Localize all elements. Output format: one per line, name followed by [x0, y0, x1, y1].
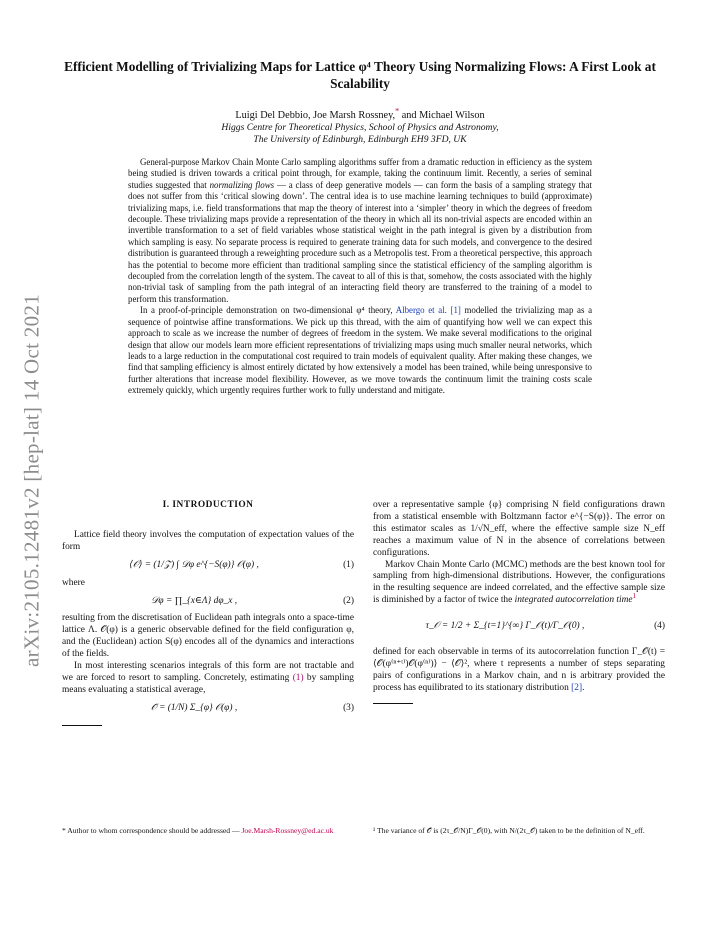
- footnote-text: * Author to whom correspondence should be addressed —: [62, 826, 242, 835]
- right-paragraph-1: over a representative sample {φ} comprising N field configurations drawn from a statistical ensemble with Boltzmann factor e^{−S(φ)}. The error on this estimator scales as 1/√N_eff, where the effective sample size N_eff reaches a maximum value of N in the absence of correlations between configurations.: [373, 500, 665, 558]
- abstract-paragraph-1: [128, 157, 592, 305]
- where-text: where: [62, 577, 85, 588]
- equation-reference-link[interactable]: (1): [292, 672, 304, 683]
- affiliation: [80, 122, 640, 146]
- equation-1-body: ⟨𝒪⟩ = (1/𝒵) ∫ 𝒟φ e^{−S(φ)} 𝒪(φ) ,: [129, 559, 259, 570]
- section-heading: I. INTRODUCTION: [162, 500, 254, 510]
- paragraph-text: Markov Chain Monte Carlo (MCMC) methods are the best known tool for sampling from high-dimensional distributions. However, the configurations in the resulting sequence are indeed correlated, and the effective sample size is diminished by a factor of twice the: [373, 559, 665, 606]
- affiliation-line-1: Higgs Centre for Theoretical Physics, School of Physics and Astronomy,: [221, 122, 499, 133]
- paragraph-text: .: [582, 682, 585, 693]
- intro-paragraph-2: resulting from the discretisation of Euclidean path integrals onto a space-time lattice Λ. 𝒪(φ) is a generic observable defined for the field configuration φ, and the (Euclidean) action S(φ) encodes all of the dynamics and interactions of the fields.: [62, 613, 354, 660]
- abstract-text: General-purpose Markov Chain Monte Carlo sampling algorithms suffer from a dramatic reduction in efficiency as the system being studied is driven towards a critical point through, for example, taking the continuum limit. Recently, a series of seminal studies suggested that: [128, 157, 592, 190]
- footnote-mark[interactable]: 1: [632, 592, 637, 601]
- email-link[interactable]: Joe.Marsh-Rossney@ed.ac.uk: [241, 826, 334, 835]
- equation-4-body: τ_𝒪 = 1/2 + Σ_{t=1}^{∞} Γ_𝒪(t)/Γ_𝒪(0) ,: [425, 621, 585, 632]
- authors-tail: and Michael Wilson: [399, 110, 485, 121]
- abstract-emphasis: normalizing flows: [209, 179, 275, 190]
- intro-paragraph-1: Lattice field theory involves the computation of expectation values of the form: [62, 529, 354, 552]
- abstract-text: In a proof-of-principle demonstration on two-dimensional φ⁴ theory,: [140, 305, 396, 316]
- footnote-rule: [373, 703, 413, 704]
- citation-link[interactable]: [1]: [450, 305, 461, 316]
- equation-3-number: (3): [343, 702, 354, 713]
- equation-2: [62, 596, 354, 608]
- author-footnote-mark[interactable]: *: [395, 106, 400, 116]
- right-paragraph-3: [373, 647, 665, 695]
- equation-4: [373, 621, 665, 633]
- left-column: [62, 500, 354, 726]
- citation-link[interactable]: [2]: [571, 682, 583, 693]
- paragraph-text: by sampling means evaluating a statistical average,: [62, 672, 354, 695]
- equation-3-body: 𝒪̄ = (1/N) Σ_{φ} 𝒪(φ) ,: [150, 702, 238, 713]
- equation-3: [62, 703, 354, 715]
- author-list: [80, 106, 640, 122]
- abstract-text: modelled the trivializing map as a sequence of pointwise affine transformations. We pick up this thread, with the aim of quantifying how well we can expect this approach to scale as we increase the number of degrees of freedom in the system. We make several modifications to the original design that allow our models learn more efficient representations of trivializing maps using much smaller neural networks, which leads to a large reduction in the computational cost required to train models of equivalent quality. After making these changes, we find that sampling efficiency is almost entirely dictated by how extensively a model has been trained, while being unresponsive to further alterations that increase model flexibility. However, as we move towards the continuum limit the training costs scale extremely quickly, which urgently requires further work to fully understand and mitigate.: [128, 305, 593, 396]
- paragraph-text: defined for each observable in terms of its autocorrelation function Γ_𝒪(t) = ⟨𝒪(φ⁽ⁿ⁺ᵗ⁾)𝒪(φ⁽ⁿ⁾)⟩ − ⟨𝒪⟩², where t represents a number of steps separating pairs of configurations in a Markov chain, and n is arbitrary provided the process has equilibrated to its stationary distribution: [373, 647, 665, 693]
- equation-2-body: 𝒟φ = ∏_{x∈Λ} dφ_x ,: [150, 595, 238, 606]
- equation-2-number: (2): [343, 595, 354, 606]
- affiliation-line-2: The University of Edinburgh, Edinburgh EH9 3FD, UK: [253, 134, 467, 145]
- author-reference-link[interactable]: Albergo et al.: [395, 305, 447, 316]
- equation-1-number: (1): [343, 559, 354, 570]
- abstract-text: — a class of deep generative models — can form the basis of a sampling strategy that does not suffer from this ‘critical slowing down’. The central idea is to use machine learning techniques to build (approximate) trivializing maps, i.e. field transformations that map the theory of interest into a ‘simpler’ theory in which the degrees of freedom decouple. These trivializing maps provide a representation of the theory in which all its non-trivial aspects are encoded within an invertible transformation to a set of field variables whose statistical weight in the path integral is given by a distribution from which sampling is easy. No separate process is required to generate training data for such models, and convergence to the desired distribution is guaranteed through a reweighting procedure such as a Metropolis test. From a theoretical perspective, this approach has the potential to become more efficient than traditional sampling since the statistical efficiency of the sampling algorithm is decoupled from the correlation length of the system. The caveat to all of this is that, somehow, the costs associated with the highly non-trivial task of sampling from the path integral of an interacting field theory are transferred to the training of a model to perform this transformation.: [128, 179, 592, 304]
- paper-title: Efficient Modelling of Trivializing Maps for Lattice φ⁴ Theory Using Normalizing Flows: A First Look at Scalability: [64, 59, 656, 91]
- right-column: [373, 500, 665, 704]
- footnote-rule: [62, 725, 102, 726]
- footnote-left: [62, 826, 354, 836]
- authors-text: Luigi Del Debbio, Joe Marsh Rossney,: [235, 110, 396, 121]
- equation-4-number: (4): [654, 621, 665, 632]
- paragraph-text: In most interesting scenarios integrals of this form are not tractable and we are forced to resort to sampling. Concretely, estimating: [62, 661, 354, 683]
- abstract-paragraph-2: [128, 305, 592, 396]
- arxiv-identifier: arXiv:2105.12481v2 [hep-lat] 14 Oct 2021: [19, 293, 44, 667]
- intro-paragraph-3: [62, 661, 354, 697]
- equation-1: [62, 560, 354, 572]
- right-paragraph-2: [373, 560, 665, 608]
- abstract: [128, 157, 592, 397]
- emphasis-text: integrated autocorrelation time: [514, 595, 633, 606]
- footnote-right: ¹ The variance of 𝒪̄ is (2τ_𝒪/N)Γ_𝒪(0), with N/(2τ_𝒪) taken to be the definition of N_eff.: [373, 826, 645, 835]
